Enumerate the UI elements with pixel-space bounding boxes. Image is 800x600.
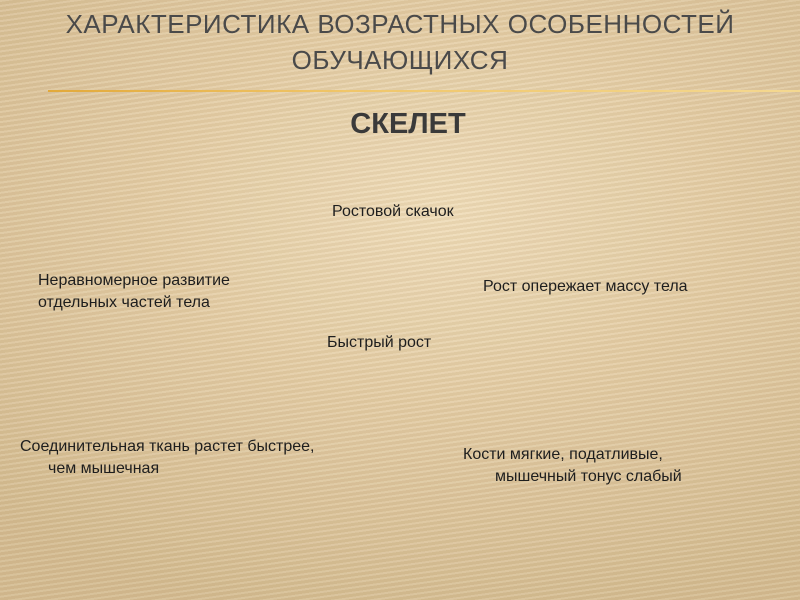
fast-growth-label bbox=[327, 332, 431, 354]
bones-line-1: Кости мягкие, податливые, bbox=[463, 446, 663, 463]
title-divider bbox=[48, 90, 800, 92]
bones-line-2: мышечный тонус слабый bbox=[495, 468, 682, 485]
height-exceeds-mass-text: Рост опережает массу тела bbox=[483, 278, 688, 295]
section-heading: СКЕЛЕТ bbox=[350, 108, 466, 140]
connective-tissue-label bbox=[20, 436, 315, 480]
fast-growth-text: Быстрый рост bbox=[327, 334, 432, 351]
height-exceeds-mass-label bbox=[483, 276, 688, 298]
slide-title-line-2: ОБУЧАЮЩИХСЯ bbox=[291, 45, 509, 75]
uneven-development-line-2: отдельных частей тела bbox=[38, 294, 210, 311]
slide-title bbox=[0, 6, 800, 78]
connective-tissue-line-1: Соединительная ткань растет быстрее, bbox=[20, 438, 315, 455]
growth-spurt-label bbox=[332, 201, 454, 223]
growth-spurt-text: Ростовой скачок bbox=[332, 203, 454, 220]
connective-tissue-line-2: чем мышечная bbox=[48, 460, 160, 477]
bones-label bbox=[463, 444, 682, 488]
uneven-development-label bbox=[38, 270, 230, 314]
slide-title-line-1: ХАРАКТЕРИСТИКА ВОЗРАСТНЫХ ОСОБЕННОСТЕЙ bbox=[65, 9, 735, 39]
uneven-development-line-1: Неравномерное развитие bbox=[38, 272, 230, 289]
